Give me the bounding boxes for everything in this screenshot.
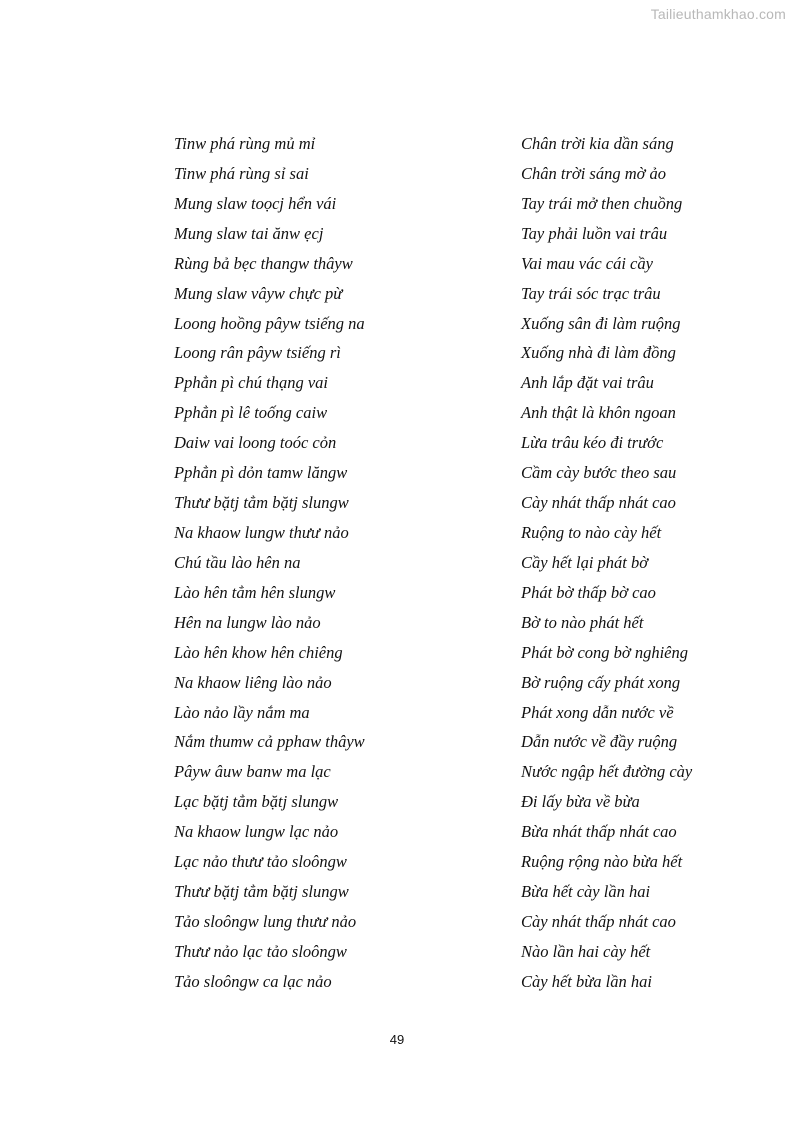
vietnamese-verse-line: Vai mau vác cái cầy <box>521 253 653 273</box>
vietnamese-verse-line: Dẫn nước về đầy ruộng <box>521 732 678 752</box>
tay-verse-line: Tinw phá rùng mủ mỉ <box>174 134 316 153</box>
tay-verse-line: Pâyw âuw banw ma lạc <box>174 762 331 782</box>
tay-verse-line: Tảo sloôngw ca lạc nảo <box>174 971 332 991</box>
tay-verse-line: Lạc bặtj tẳm bặtj slungw <box>174 792 339 812</box>
vietnamese-verse-line: Phát bờ cong bờ nghiêng <box>521 642 689 662</box>
left-column-verses <box>174 129 494 997</box>
vietnamese-verse-line: Bờ to nào phát hết <box>521 612 644 632</box>
vietnamese-verse-line: Ruộng to nào cày hết <box>521 522 662 542</box>
tay-verse-line: Na khaow lungw thưư nảo <box>174 522 349 542</box>
tay-verse-line: Mung slaw toọcj hển vái <box>174 193 337 213</box>
vietnamese-verse-line: Cầm cày bước theo sau <box>521 463 677 483</box>
watermark: Tailieuthamkhao.com <box>650 6 786 22</box>
vietnamese-verse-line: Tay trái mở then chuồng <box>521 193 683 213</box>
vietnamese-verse-line: Đi lấy bừa về bừa <box>521 792 640 812</box>
tay-verse-line: Pphẳn pì lê toống caiw <box>174 403 328 423</box>
tay-verse-line: Mung slaw vâyw chực pừ <box>174 283 343 303</box>
tay-verse-line: Mung slaw tai ănw ẹcj <box>174 223 324 243</box>
tay-verse-line: Nắm thumw cả pphaw thâyw <box>174 732 365 752</box>
tay-verse-line: Tinw phá rùng sỉ sai <box>174 163 309 183</box>
tay-verse-line: Loong hoồng pâyw tsiếng na <box>174 313 365 333</box>
vietnamese-verse-line: Chân trời kia dần sáng <box>521 134 674 153</box>
tay-verse-line: Daiw vai loong toóc cỏn <box>174 433 337 453</box>
tay-verse-line: Pphẳn pì chú thạng vai <box>174 373 328 393</box>
vietnamese-verse-line: Bờ ruộng cấy phát xong <box>521 672 681 692</box>
tay-verse-line: Chú tầu lào hên na <box>174 552 301 572</box>
tay-verse-line: Lạc nảo thưư tảo sloôngw <box>174 852 347 872</box>
vietnamese-verse-line: Tay phải luồn vai trâu <box>521 223 668 243</box>
vietnamese-verse-line: Phát bờ thấp bờ cao <box>521 582 656 602</box>
tay-verse-line: Hên na lungw lào nảo <box>174 612 321 632</box>
tay-verse-line: Pphẳn pì dỏn tamw lăngw <box>174 463 348 483</box>
vietnamese-verse-line: Nào lần hai cày hết <box>521 941 651 961</box>
vietnamese-verse-line: Cày nhát thấp nhát cao <box>521 493 676 513</box>
tay-verse-line: Loong rân pâyw tsiếng rì <box>174 343 341 363</box>
tay-verse-line: Thưư bặtj tẳm bặtj slungw <box>174 882 349 902</box>
tay-verse-line: Thưư nảo lạc tảo sloôngw <box>174 941 347 961</box>
tay-verse-line: Tảo sloôngw lung thưư nảo <box>174 911 357 931</box>
vietnamese-verse-line: Cầy hết lại phát bờ <box>521 552 649 572</box>
tay-verse-line: Thưư bặtj tẳm bặtj slungw <box>174 493 349 513</box>
vietnamese-verse-line: Phát xong dẫn nước về <box>521 702 674 722</box>
page-number: 49 <box>389 1032 405 1047</box>
vietnamese-verse-line: Cày nhát thấp nhát cao <box>521 911 676 931</box>
tay-verse-line: Na khaow liêng lào nảo <box>174 672 332 692</box>
vietnamese-verse-line: Cày hết bừa lần hai <box>521 971 652 991</box>
vietnamese-verse-line: Anh thật là khôn ngoan <box>521 403 676 423</box>
vietnamese-verse-line: Bừa nhát thấp nhát cao <box>521 822 677 842</box>
vietnamese-verse-line: Nước ngập hết đường cày <box>521 762 693 782</box>
vietnamese-verse-line: Lừa trâu kéo đi trước <box>521 433 664 453</box>
tay-verse-line: Lào hên khow hên chiêng <box>174 642 343 662</box>
tay-verse-line: Lào nảo lầy nắm ma <box>174 702 310 722</box>
vietnamese-verse-line: Tay trái sóc trạc trâu <box>521 283 661 303</box>
vietnamese-verse-line: Chân trời sáng mờ ảo <box>521 163 667 183</box>
tay-verse-line: Rùng bả bẹc thangw thâyw <box>174 253 353 273</box>
vietnamese-verse-line: Ruộng rộng nào bừa hết <box>521 852 683 872</box>
vietnamese-verse-line: Xuống nhà đi làm đồng <box>521 343 676 363</box>
vietnamese-verse-line: Anh lắp đặt vai trâu <box>521 373 654 393</box>
tay-verse-line: Lào hên tẳm hên slungw <box>174 582 336 602</box>
vietnamese-verse-line: Xuống sân đi làm ruộng <box>521 313 681 333</box>
right-column-verses <box>521 129 781 997</box>
tay-verse-line: Na khaow lungw lạc nảo <box>174 822 339 842</box>
vietnamese-verse-line: Bừa hết cày lần hai <box>521 882 651 902</box>
